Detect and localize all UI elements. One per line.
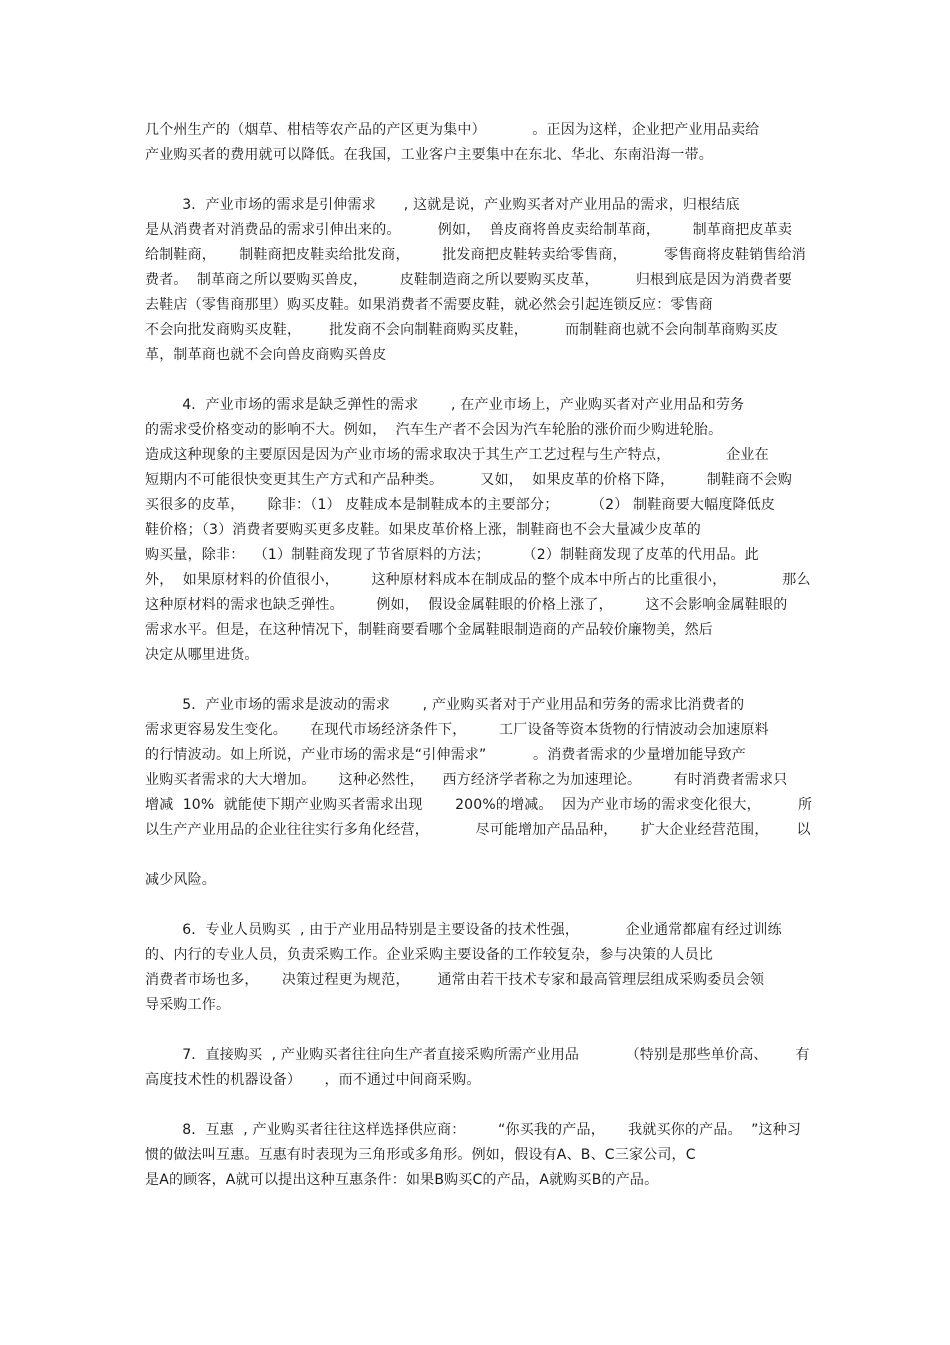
text-line: 购买量，除非： （1）制鞋商发现了节省原料的方法； （2）制鞋商发现了皮革的代用品。此 [145,547,759,563]
text-line: 产业购买者的费用就可以降低。在我国，工业客户主要集中在东北、华北、东南沿海一带。 [145,147,713,163]
text-line: 8．互惠 , 产业购买者往往这样选择供应商： “你买我的产品， 我就买你的产品。 ”这种习 [145,1122,802,1138]
text-line: 惯的做法叫互惠。互惠有时表现为三角形或多角形。例如，假设有A、B、C三家公司，C [145,1147,696,1163]
text-line: 费者。 制革商之所以要购买兽皮， 皮鞋制造商之所以要购买皮革， 归根到底是因为消费者要 [145,272,793,288]
text-line: 高度技术性的机器设备） ，而不通过中间商采购。 [145,1072,481,1088]
text-line: 给制鞋商， 制鞋商把皮鞋卖给批发商， 批发商把皮鞋转卖给零售商， 零售商将皮鞋销售给消 [145,247,807,263]
text-line: 几个州生产的（烟草、柑桔等农产品的产区更为集中） 。正因为这样，企业把产业用品卖给 [145,122,760,138]
text-line: 业购买者需求的大大增加。 这种必然性， 西方经济学者称之为加速理论。 有时消费者需求只 [145,772,788,788]
text-line: 的行情波动。如上所说，产业市场的需求是“引伸需求” 。消费者需求的少量增加能导致产 [145,747,747,763]
text-line: 3．产业市场的需求是引伸需求 , 这就是说，产业购买者对产业用品的需求，归根结底 [145,197,740,213]
text-line: 造成这种现象的主要原因是因为产业市场的需求取决于其生产工艺过程与生产特点， 企业在 [145,447,769,463]
text-line: 增减 10% 就能使下期产业购买者需求出现 200%的增减。 因为产业市场的需求变化很大， 所 [145,797,813,813]
text-line: 革，制革商也就不会向兽皮商购买兽皮 [145,347,387,363]
text-line: 是从消费者对消费品的需求引伸出来的。 例如， 兽皮商将兽皮卖给制革商， 制革商把皮革卖 [145,222,793,238]
text-line: 买很多的皮革， 除非：（1） 皮鞋成本是制鞋成本的主要部分； （2） 制鞋商要大幅度降低皮 [145,497,776,513]
text-line: 决定从哪里进货。 [145,647,259,663]
text-line: 需求水平。但是，在这种情况下，制鞋商要看哪个金属鞋眼制造商的产品较价廉物美，然后 [145,622,713,638]
text-line: 短期内不可能很快变更其生产方式和产品种类。 又如， 如果皮革的价格下降， 制鞋商不会购 [145,472,793,488]
text-line: 去鞋店（零售商那里）购买皮鞋。如果消费者不需要皮鞋，就必然会引起连锁反应：零售商 [145,297,713,313]
text-line: 4．产业市场的需求是缺乏弹性的需求 , 在产业市场上，产业购买者对产业用品和劳务 [145,397,745,413]
text-line: 外， 如果原材料的价值很小， 这种原材料成本在制成品的整个成本中所占的比重很小， 那么 [145,572,811,588]
text-line: 以生产产业用品的企业往往实行多角化经营， 尽可能增加产品品种， 扩大企业经营范围， 以 [145,822,811,838]
text-line: 导采购工作。 [145,997,231,1013]
text-line: 7．直接购买 , 产业购买者往往向生产者直接采购所需产业用品 （特别是那些单价高、 有 [145,1047,810,1063]
text-line: 这种原材料的需求也缺乏弹性。 例如， 假设金属鞋眼的价格上涨了， 这不会影响金属鞋眼的 [145,597,788,613]
text-line: 消费者市场也多， 决策过程更为规范， 通常由若干技术专家和最高管理层组成采购委员会领 [145,972,765,988]
text-line: 需求更容易发生变化。 在现代市场经济条件下， 工厂设备等资本货物的行情波动会加速原料 [145,722,769,738]
text-line: 不会向批发商购买皮鞋， 批发商不会向制鞋商购买皮鞋， 而制鞋商也就不会向制革商购买皮 [145,322,779,338]
text-line: 是A的顾客，A就可以提出这种互惠条件：如果B购买C的产品，A就购买B的产品。 [145,1172,659,1188]
text-line: 减少风险。 [145,872,216,888]
text-line: 鞋价格；（3）消费者要购买更多皮鞋。如果皮革价格上涨，制鞋商也不会大量减少皮革的 [145,522,701,538]
text-line: 6．专业人员购买 , 由于产业用品特别是主要设备的技术性强， 企业通常都雇有经过训练 [145,922,782,938]
text-line: 的、内行的专业人员，负责采购工作。企业采购主要设备的工作较复杂，参与决策的人员比 [145,947,713,963]
text-line: 的需求受价格变动的影响不大。例如， 汽车生产者不会因为汽车轮胎的涨价而少购进轮胎。 [145,422,723,438]
text-line: 5．产业市场的需求是波动的需求 , 产业购买者对于产业用品和劳务的需求比消费者的 [145,697,745,713]
